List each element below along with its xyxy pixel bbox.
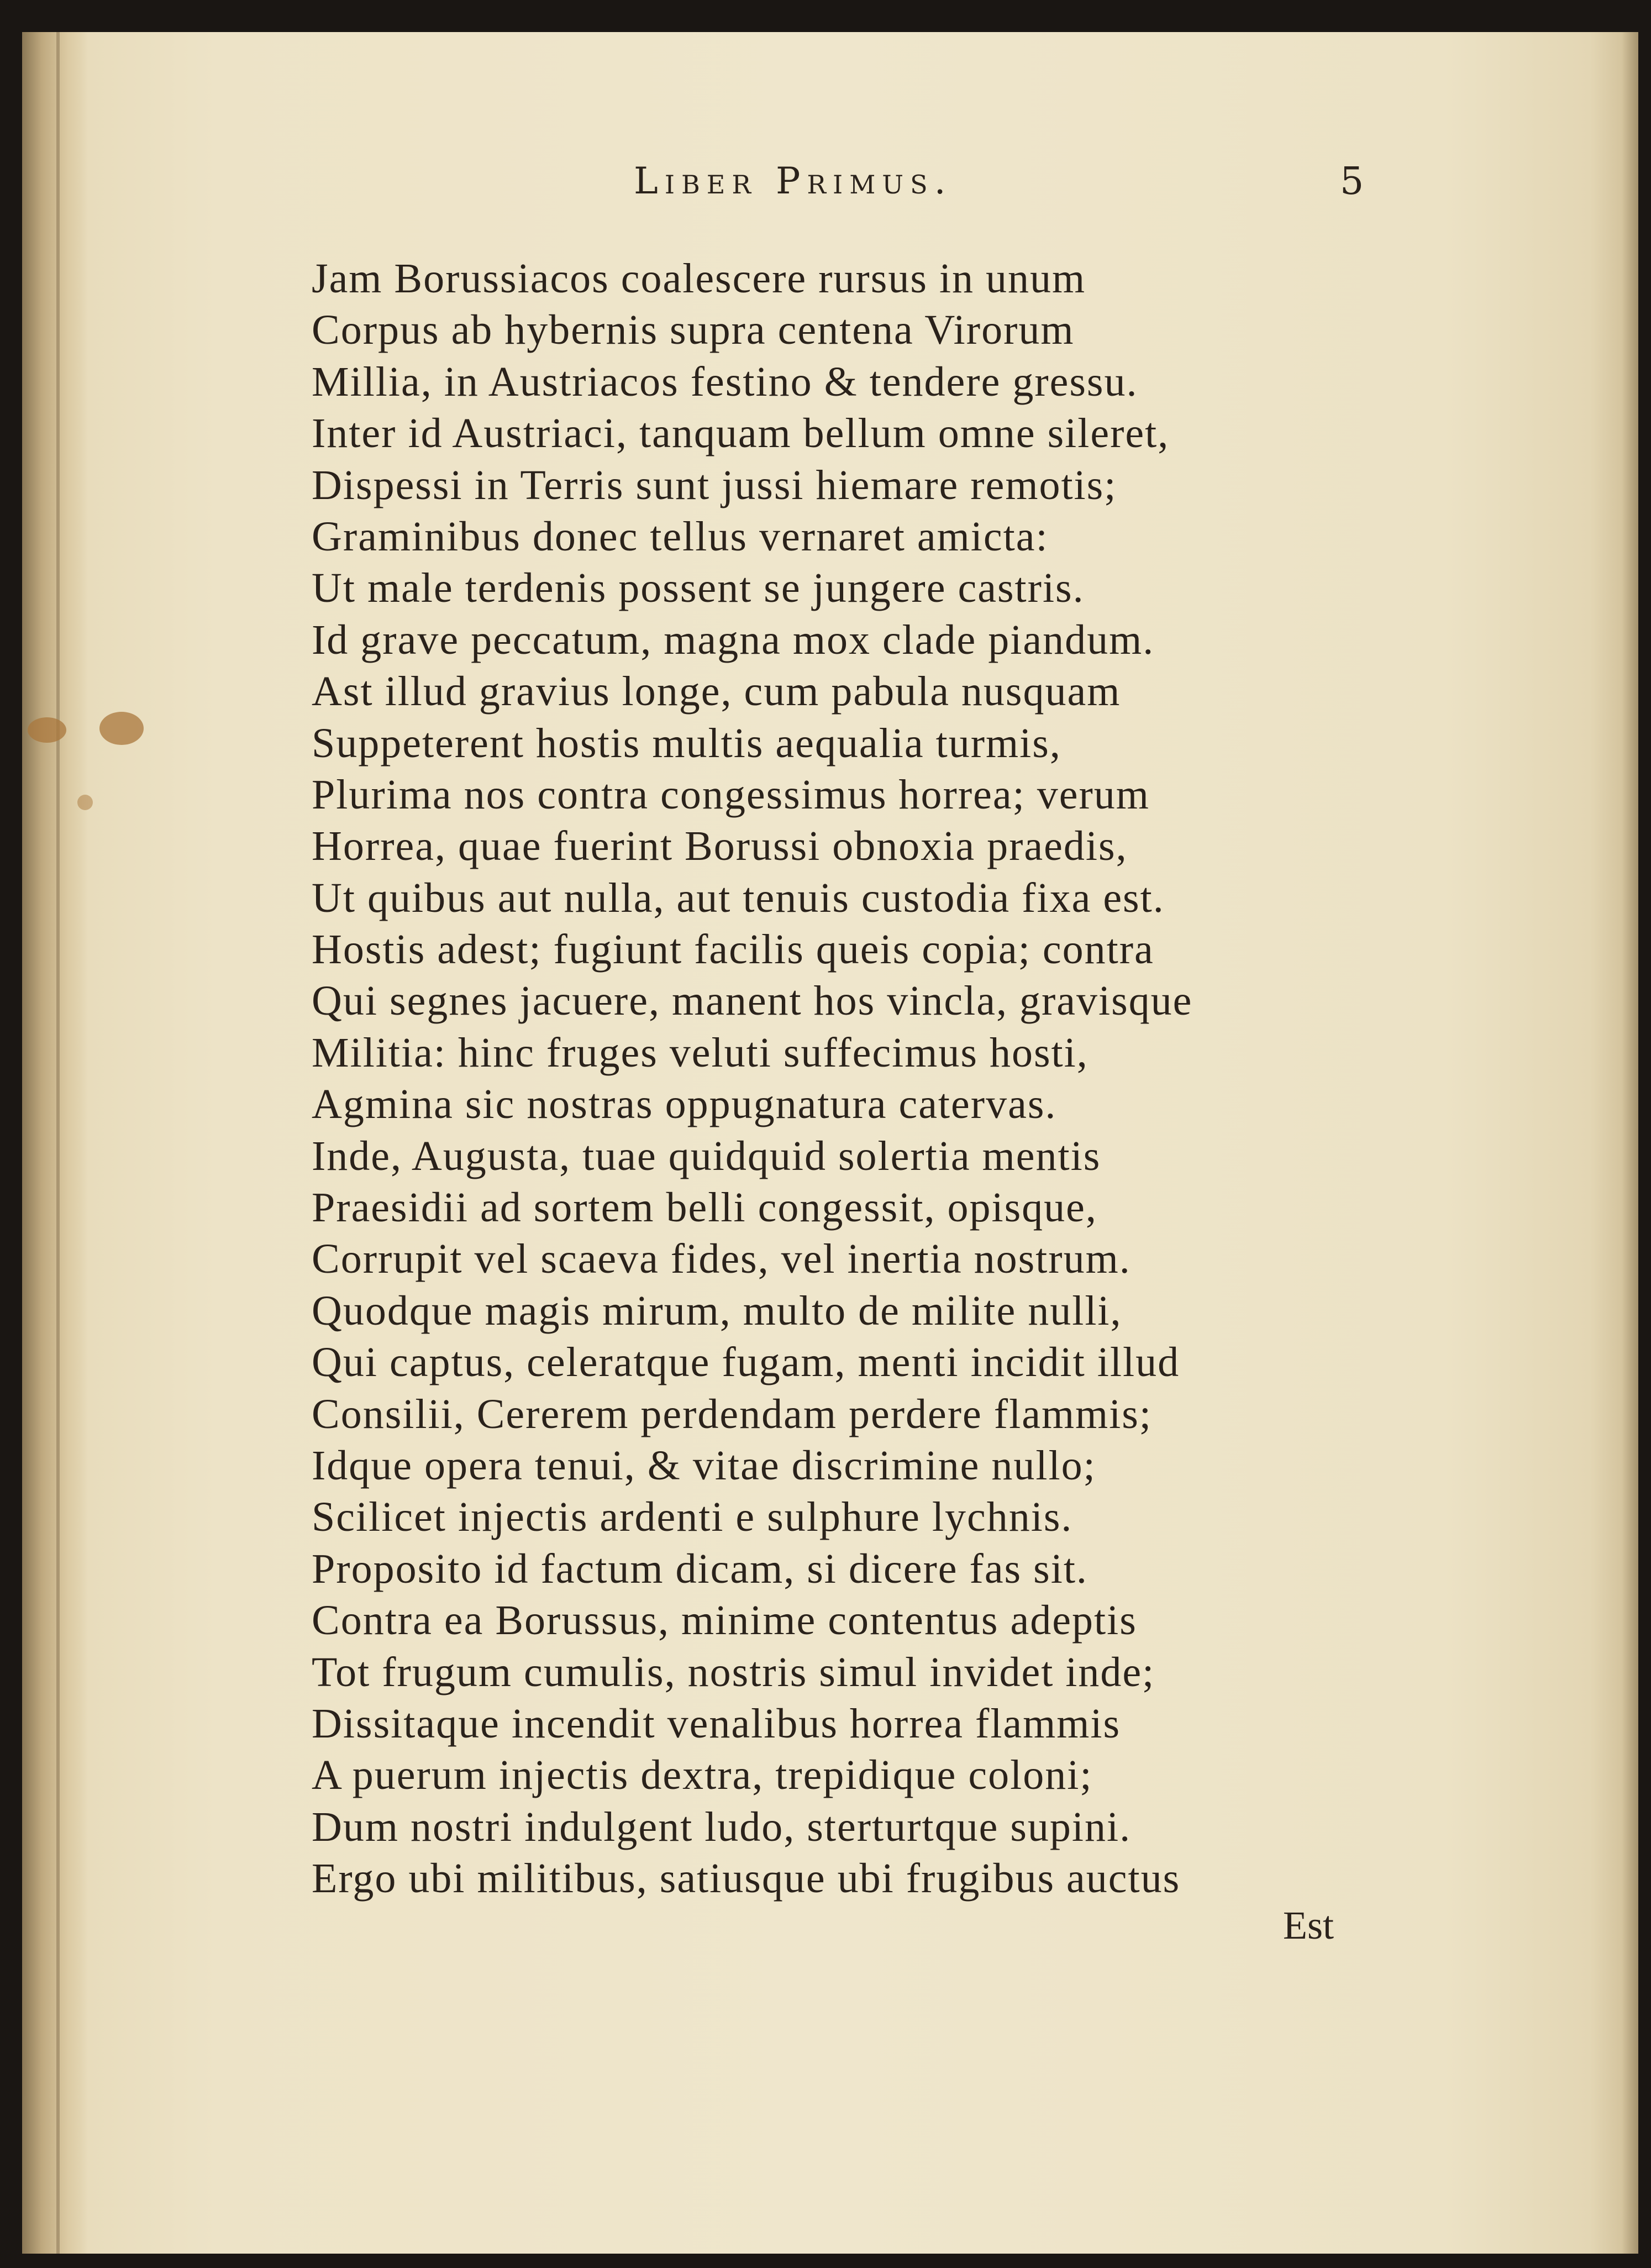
verse-line: Dissitaque incendit venalibus horrea flammis (312, 1700, 1121, 1747)
verse-line: Suppeterent hostis multis aequalia turmis, (312, 720, 1061, 767)
verse-line: Inde, Augusta, tuae quidquid solertia mentis (312, 1132, 1101, 1179)
verse-line: Idque opera tenui, & vitae discrimine nullo; (312, 1442, 1096, 1489)
verse-line: Plurima nos contra congessimus horrea; verum (312, 771, 1150, 818)
page-number: 5 (1340, 160, 1364, 203)
text-block (22, 32, 1638, 2254)
verse-line: Qui captus, celeratque fugam, menti incidit illud (312, 1339, 1180, 1386)
verse-line: Qui segnes jacuere, manent hos vincla, gravisque (312, 978, 1193, 1025)
verse-line: Praesidii ad sortem belli congessit, opisque, (312, 1184, 1097, 1231)
verse-line: Agmina sic nostras oppugnatura catervas. (312, 1081, 1057, 1128)
verse-line: Ut quibus aut nulla, aut tenuis custodia fixa est. (312, 874, 1165, 921)
verse-line: Quodque magis mirum, multo de milite nulli, (312, 1287, 1122, 1334)
verse-line: Jam Borussiacos coalescere rursus in unum (312, 255, 1086, 302)
verse-line: Scilicet injectis ardenti e sulphure lychnis. (312, 1494, 1073, 1541)
verse-line: Corpus ab hybernis supra centena Virorum (312, 307, 1075, 354)
verse-line: Contra ea Borussus, minime contentus adeptis (312, 1597, 1137, 1644)
verse-line: Consilii, Cererem perdendam perdere flammis; (312, 1390, 1152, 1437)
verse-line: Dum nostri indulgent ludo, sterturtque supini. (312, 1803, 1132, 1850)
verse-line: Inter id Austriaci, tanquam bellum omne sileret, (312, 410, 1170, 457)
verse-line: Tot frugum cumulis, nostris simul invidet inde; (312, 1649, 1155, 1695)
verse-line: Id grave peccatum, magna mox clade piandum. (312, 616, 1155, 663)
verse-line: Ut male terdenis possent se jungere castris. (312, 565, 1085, 612)
verse-line: Dispessi in Terris sunt jussi hiemare remotis; (312, 461, 1117, 508)
verse-line: Horrea, quae fuerint Borussi obnoxia praedis, (312, 823, 1128, 870)
catchword: Est (1283, 1903, 1334, 1947)
running-head: Liber Primus. (634, 160, 953, 202)
verse-line: Hostis adest; fugiunt facilis queis copia; contra (312, 926, 1154, 973)
verse-line: Ast illud gravius longe, cum pabula nusquam (312, 668, 1121, 715)
verse-line: Millia, in Austriacos festino & tendere gressu. (312, 358, 1138, 405)
verse-line: Militia: hinc fruges veluti suffecimus hosti, (312, 1029, 1089, 1076)
verse-line: Graminibus donec tellus vernaret amicta: (312, 513, 1049, 560)
verse-line: A puerum injectis dextra, trepidique coloni; (312, 1752, 1093, 1799)
verse-line: Corrupit vel scaeva fides, vel inertia nostrum. (312, 1236, 1131, 1283)
book-page (22, 32, 1638, 2254)
verse-line: Proposito id factum dicam, si dicere fas sit. (312, 1545, 1088, 1592)
verse-line: Ergo ubi militibus, satiusque ubi frugibus auctus (312, 1855, 1181, 1902)
verse-lines (312, 253, 1192, 1905)
